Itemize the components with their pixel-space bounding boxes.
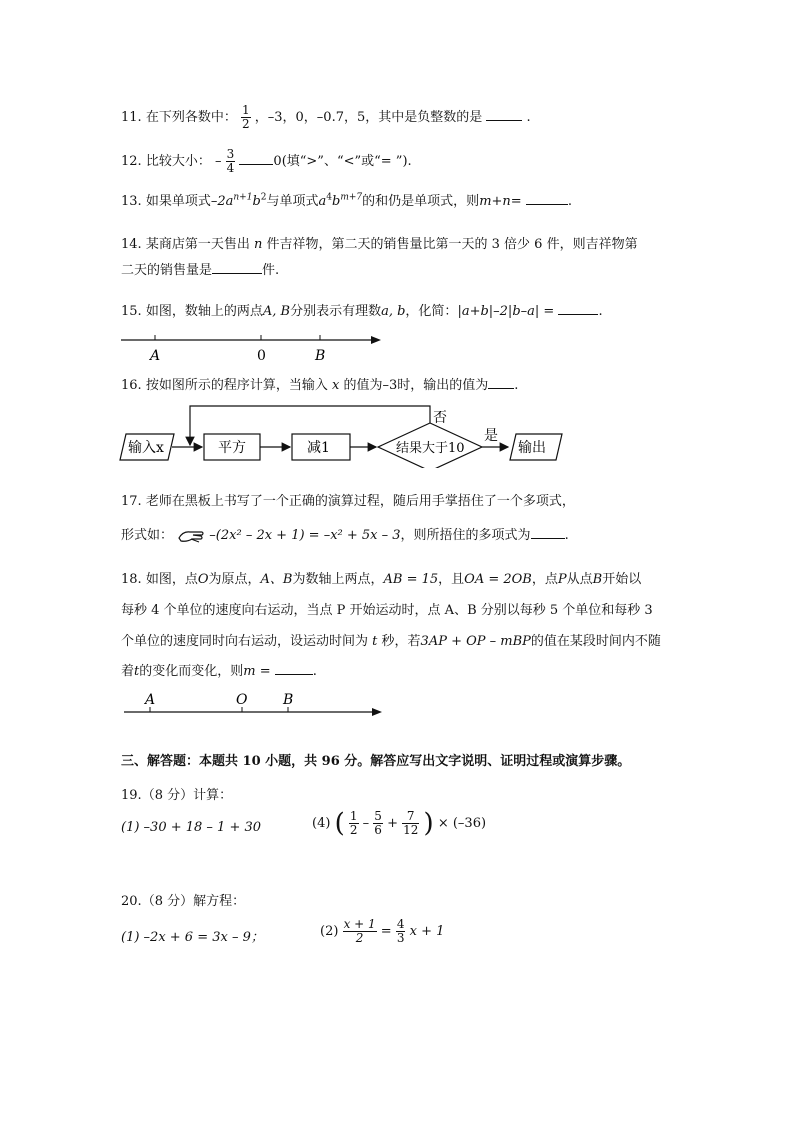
q17-number: 17. bbox=[121, 494, 142, 509]
q16-end: . bbox=[514, 378, 519, 393]
q17-text-3: ，则所捂住的多项式为 bbox=[400, 528, 531, 543]
q19-part-4 bbox=[312, 810, 486, 837]
q14-var-n: n bbox=[253, 237, 263, 252]
q19-frac-2 bbox=[373, 810, 383, 837]
q19-part-4-label: (4) bbox=[312, 816, 331, 831]
question-18 bbox=[121, 568, 641, 587]
q17-answer-blank[interactable] bbox=[531, 526, 565, 539]
q16-answer-blank[interactable] bbox=[488, 376, 514, 389]
q14-text-2: 件吉祥物，第二天的销售量比第一天的 3 倍少 6 件，则吉祥物第 bbox=[266, 237, 638, 252]
q19-op-1: – bbox=[362, 816, 370, 831]
q16-number: 16. bbox=[121, 378, 142, 393]
q20-frac-left bbox=[343, 918, 377, 945]
q13-exp-2: 2 bbox=[260, 192, 267, 203]
q19-paren-open: ( bbox=[334, 808, 345, 839]
q15-numbers: a, b bbox=[381, 304, 406, 319]
hand-icon bbox=[177, 528, 205, 544]
q20-title: （8 分）解方程： bbox=[141, 894, 246, 909]
q18-text-9: 个单位的速度同时向右运动，设运动时间为 bbox=[121, 634, 369, 649]
question-17 bbox=[121, 490, 575, 509]
q13-term-1: –2a bbox=[210, 194, 234, 209]
q13-term-3: a bbox=[318, 194, 327, 209]
q18-number: 18. bbox=[121, 572, 142, 587]
q15-number-line bbox=[115, 326, 395, 366]
question-17-line-2 bbox=[121, 524, 569, 544]
q13-number: 13. bbox=[121, 194, 142, 209]
q20-frac-left-num: x + 1 bbox=[343, 917, 376, 931]
q18-label-a: A bbox=[145, 692, 156, 708]
q17-expr: –(2x² – 2x + 1) = –x² + 5x – 3 bbox=[209, 528, 401, 543]
q18-point-p: P bbox=[557, 572, 567, 587]
q15-text-3: ，化简： bbox=[405, 304, 458, 319]
q11-number: 11. bbox=[121, 110, 142, 125]
q18-point-b: B bbox=[592, 572, 603, 587]
q20-number: 20. bbox=[121, 894, 142, 909]
q18-text-2: 为原点， bbox=[208, 572, 261, 587]
flow-square-label: 平方 bbox=[218, 440, 246, 456]
q19-part-1: (1) –30 + 18 – 1 + 30 bbox=[121, 820, 262, 835]
q15-label-a: A bbox=[150, 348, 161, 364]
q20-tail: x + 1 bbox=[409, 924, 445, 939]
q11-frac-den: 2 bbox=[241, 117, 250, 131]
q11-end: . bbox=[526, 110, 531, 125]
q20-frac-left-den: 2 bbox=[355, 931, 364, 945]
q12-frac-den: 4 bbox=[226, 161, 235, 175]
q16-text-2: 的值为–3时，输出的值为 bbox=[343, 378, 489, 393]
question-14-line-2 bbox=[121, 259, 279, 278]
q18-text-8: 每秒 4 个单位的速度向右运动，当点 P 开始运动时，点 A、B 分别以每秒 5 个单位和每秒 3 bbox=[121, 603, 653, 618]
question-14 bbox=[121, 233, 638, 252]
q12-sign: – bbox=[214, 154, 222, 169]
question-18-line-2 bbox=[121, 599, 653, 618]
q13-text-1: 如果单项式 bbox=[145, 194, 211, 209]
q13-answer-blank[interactable] bbox=[526, 192, 568, 205]
question-20 bbox=[121, 890, 245, 909]
q19-frac-3 bbox=[402, 810, 419, 837]
q19-frac-1 bbox=[349, 810, 359, 837]
q19-frac-3-num: 7 bbox=[402, 810, 419, 824]
q15-expr: |a+b|–2|b–a| = bbox=[457, 304, 555, 319]
q16-var-x: x bbox=[331, 378, 340, 393]
q18-expr-4: m = bbox=[243, 664, 271, 679]
q12-frac-num: 3 bbox=[226, 147, 235, 161]
q13-text-2: 与单项式 bbox=[266, 194, 319, 209]
q18-var-t-2: t bbox=[134, 664, 140, 679]
q18-expr-1: AB = 15 bbox=[383, 572, 439, 587]
q19-title: （8 分）计算： bbox=[141, 788, 233, 803]
q19-frac-1-den: 2 bbox=[349, 823, 358, 837]
q19-number: 19. bbox=[121, 788, 142, 803]
q20-equals: = bbox=[380, 924, 392, 939]
q13-exp-1: n+1 bbox=[233, 192, 253, 203]
q18-number-line bbox=[118, 688, 388, 724]
q12-fraction bbox=[226, 148, 236, 175]
q18-points-ab: A、B bbox=[260, 572, 293, 587]
q13-text-3: 的和仍是单项式，则 bbox=[362, 194, 480, 209]
q14-text-4: 件. bbox=[262, 263, 280, 278]
section-3-heading: 三、解答题：本题共 10 小题，共 96 分。解答应写出文字说明、证明过程或演算步骤。 bbox=[121, 754, 631, 769]
q19-frac-2-den: 6 bbox=[374, 823, 382, 837]
q13-term-4: b bbox=[332, 194, 341, 209]
q13-term-2: b bbox=[252, 194, 261, 209]
q18-text-3: 为数轴上两点， bbox=[292, 572, 384, 587]
q18-text-4: ，且 bbox=[438, 572, 465, 587]
question-19 bbox=[121, 784, 232, 803]
flow-no-label: 否 bbox=[433, 410, 447, 426]
q19-paren-close: ) bbox=[423, 808, 434, 839]
q19-frac-2-num: 5 bbox=[374, 809, 382, 823]
q14-answer-blank[interactable] bbox=[212, 261, 262, 274]
q17-text-1: 老师在黑板上书写了一个正确的演算过程，随后用手掌捂住了一个多项式， bbox=[145, 494, 575, 509]
q14-text-3: 二天的销售量是 bbox=[121, 263, 213, 278]
q19-frac-3-den: 12 bbox=[403, 823, 419, 837]
q12-zero: 0 bbox=[273, 154, 282, 169]
question-11 bbox=[121, 104, 531, 131]
q18-text-10: 秒，若 bbox=[381, 634, 421, 649]
question-13 bbox=[121, 190, 572, 209]
flow-output-label: 输出 bbox=[518, 440, 546, 456]
q18-text-5: ，点 bbox=[531, 572, 558, 587]
q15-number: 15. bbox=[121, 304, 142, 319]
question-15 bbox=[121, 300, 603, 319]
q18-text-6: 从点 bbox=[566, 572, 593, 587]
q20-frac-right-den: 3 bbox=[396, 931, 405, 945]
q18-text-7: 开始以 bbox=[602, 572, 642, 587]
q16-flowchart bbox=[116, 400, 576, 468]
q18-text-12: 着 bbox=[121, 664, 135, 679]
question-12 bbox=[121, 148, 412, 175]
q15-points: A, B bbox=[262, 304, 291, 319]
q18-point-o: O bbox=[197, 572, 209, 587]
q15-end: . bbox=[598, 304, 603, 319]
q18-text-1: 如图，点 bbox=[145, 572, 198, 587]
question-18-line-3 bbox=[121, 630, 661, 649]
q18-label-o: O bbox=[236, 692, 248, 708]
q18-arrow-icon bbox=[372, 708, 382, 716]
q12-answer-blank[interactable] bbox=[239, 152, 273, 165]
q12-prefix: 比较大小： bbox=[145, 154, 211, 169]
q15-arrow-icon bbox=[371, 336, 381, 344]
q15-text-2: 分别表示有理数 bbox=[290, 304, 382, 319]
q16-text-1: 按如图所示的程序计算，当输入 bbox=[145, 378, 328, 393]
q20-part-2 bbox=[320, 918, 444, 945]
question-16 bbox=[121, 374, 518, 393]
q17-text-2: 形式如： bbox=[121, 528, 174, 543]
question-18-line-4 bbox=[121, 660, 317, 679]
q11-prefix: 在下列各数中： bbox=[145, 110, 237, 125]
flow-input-label: 输入x bbox=[128, 440, 164, 456]
flow-yes-label: 是 bbox=[484, 428, 498, 444]
q15-text-1: 如图，数轴上的两点 bbox=[145, 304, 263, 319]
flow-condition-label: 结果大于10 bbox=[396, 441, 465, 456]
q12-number: 12. bbox=[121, 154, 142, 169]
q19-op-2: + bbox=[387, 816, 398, 831]
q14-text-1: 某商店第一天售出 bbox=[145, 237, 250, 252]
q19-frac-1-num: 1 bbox=[349, 809, 358, 823]
q15-label-b: B bbox=[315, 348, 326, 364]
q20-part-2-label: (2) bbox=[320, 924, 339, 939]
q18-text-13: 的变化而变化，则 bbox=[139, 664, 244, 679]
q11-rest: ，–3，0，–0.7，5，其中是负整数的是 bbox=[254, 110, 483, 125]
q13-exp-3: 4 bbox=[326, 192, 333, 203]
q12-tail: (填“>”、“<”或“= ”). bbox=[281, 154, 412, 169]
q13-end: . bbox=[567, 194, 572, 209]
q18-end: . bbox=[312, 664, 317, 679]
q11-frac-num: 1 bbox=[241, 103, 250, 117]
q17-end: . bbox=[564, 528, 569, 543]
q13-exp-4: m+7 bbox=[340, 192, 363, 203]
q15-label-0: 0 bbox=[257, 348, 266, 364]
q19-tail: × (–36) bbox=[437, 816, 487, 831]
q13-expr: m+n= bbox=[479, 194, 522, 209]
q18-label-b: B bbox=[283, 692, 294, 708]
flow-minus-label: 减1 bbox=[307, 440, 330, 456]
q11-answer-blank[interactable] bbox=[486, 108, 522, 121]
q20-frac-right bbox=[396, 918, 406, 945]
q14-number: 14. bbox=[121, 237, 142, 252]
q18-text-11: 的值在某段时间内不随 bbox=[530, 634, 661, 649]
q18-expr-2: OA = 2OB bbox=[464, 572, 532, 587]
q18-expr-3: 3AP + OP – mBP bbox=[420, 634, 531, 649]
q18-answer-blank[interactable] bbox=[275, 662, 313, 675]
q20-part-1: (1) –2x + 6 = 3x – 9； bbox=[121, 930, 264, 945]
q18-var-t: t bbox=[372, 634, 378, 649]
q20-frac-right-num: 4 bbox=[396, 917, 405, 931]
q11-fraction bbox=[241, 104, 251, 131]
q15-answer-blank[interactable] bbox=[558, 302, 598, 315]
